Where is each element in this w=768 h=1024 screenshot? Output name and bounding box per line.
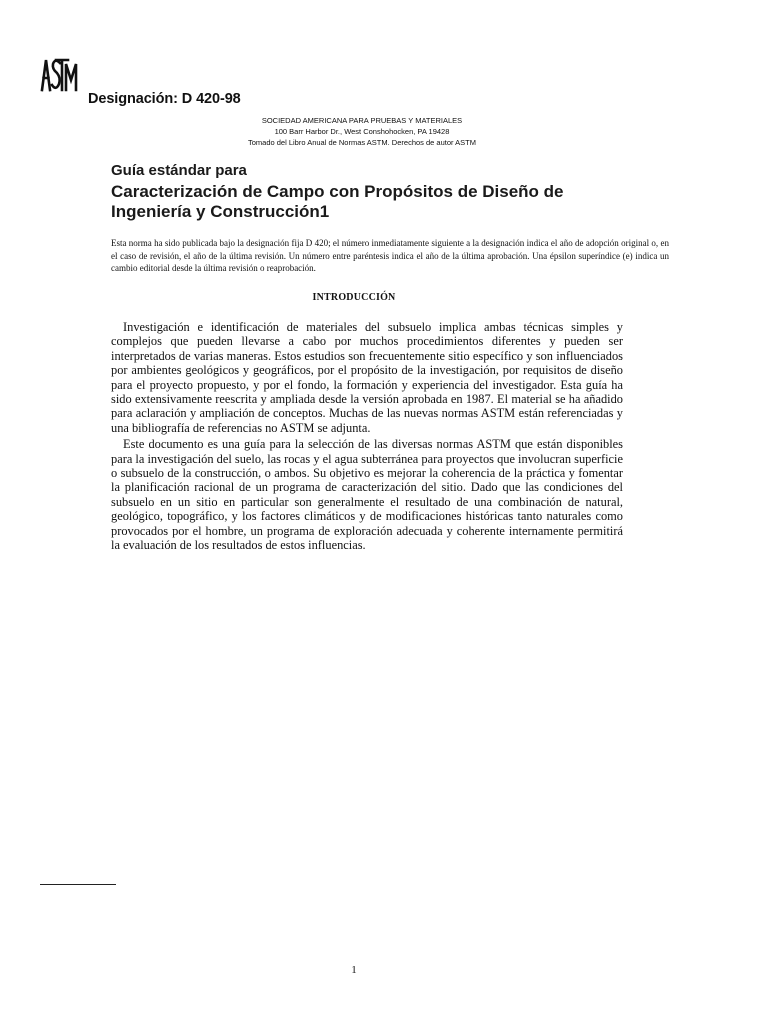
guide-label: Guía estándar para bbox=[111, 162, 247, 179]
document-title bbox=[111, 161, 671, 222]
astm-logo-icon bbox=[38, 52, 80, 96]
publisher-address: 100 Barr Harbor Dr., West Conshohocken, PA 19428 bbox=[274, 127, 450, 136]
main-title-line-2: Ingeniería y Construcción1 bbox=[111, 202, 330, 221]
introduction-paragraph: Investigación e identificación de materiales del subsuelo implica ambas técnicas simples y complejos que pueden llevarse a cabo por muchos procedimientos diferentes y pueden ser interpretados de varias maneras. Estos estudios son frecuentemente sitio específico y son influenciados por ambientes geológicos y geográficos, por el propósito de la investigación, por requisitos de diseño para el proyecto propuesto, y por el fondo, la formación y experiencia del investigador. Esta guía ha sido extensivamente reescrita y ampliada desde la versión aprobada en 1987. El material se ha añadido para aclaración y ampliación de conceptos. Muchas de las nuevas normas ASTM están referenciadas y una bibliografía de referencias no ASTM se adjunta. bbox=[111, 320, 623, 435]
designation-number: Designación: D 420-98 bbox=[88, 91, 241, 107]
page-number: 1 bbox=[351, 964, 357, 976]
introduction-heading: INTRODUCCIÓN bbox=[312, 292, 396, 303]
publisher-info bbox=[0, 115, 724, 148]
designation-notice: Esta norma ha sido publicada bajo la designación fija D 420; el número inmediatamente siguiente a la designación indica el año de adopción original o, en el caso de revisión, el año de la última revisión. Un número entre paréntesis indica el año de la última aprobación. Una épsilon superíndice (e) indica un cambio editorial desde la última revisión o reaprobación. bbox=[111, 238, 669, 273]
main-title bbox=[111, 182, 671, 222]
main-title-line-1: Caracterización de Campo con Propósitos de Diseño de bbox=[111, 182, 564, 201]
footnote-divider bbox=[40, 884, 116, 885]
introduction-paragraph: Este documento es una guía para la selección de las diversas normas ASTM que están disponibles para la investigación del suelo, las rocas y el agua subterránea para proyectos que involucran superficie o subsuelo de la construcción, o ambos. Su objetivo es mejorar la coherencia de la práctica y fomentar la planificación racional de un programa de caracterización del sitio. Dado que las condiciones del subsuelo en un sitio en particular son generalmente el resultado de una combinación de natural, geológico, topográfico, y los factores climáticos y de modificaciones históricas tanto naturales como provocados por el hombre, un programa de exploración adecuada y coherente internamente permitirá la evaluación de los resultados de estos influencias. bbox=[111, 437, 623, 553]
introduction-body bbox=[111, 320, 623, 555]
copyright-line: Tomado del Libro Anual de Normas ASTM. Derechos de autor ASTM bbox=[247, 138, 477, 147]
publisher-name: SOCIEDAD AMERICANA PARA PRUEBAS Y MATERIALES bbox=[261, 116, 463, 125]
